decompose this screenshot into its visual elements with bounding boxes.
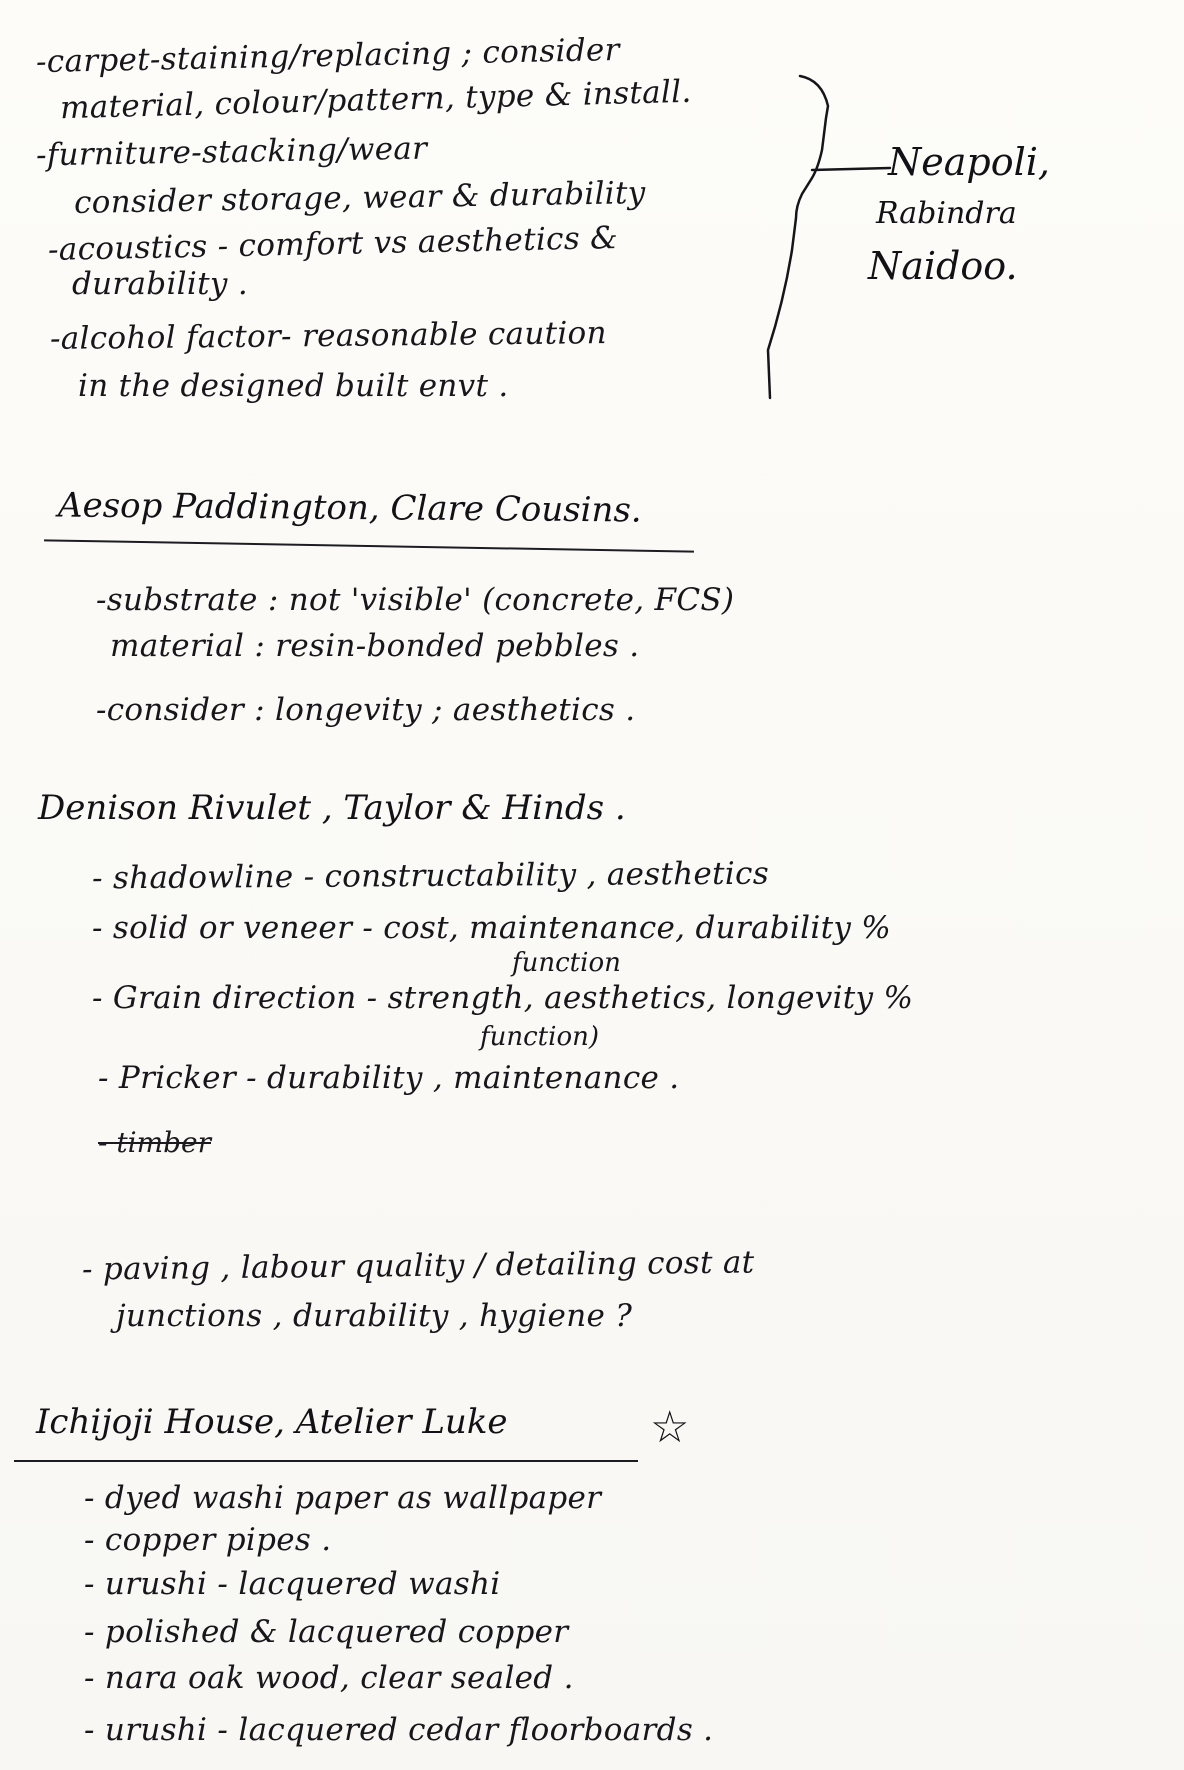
note-line: - solid or veneer - cost, maintenance, durability % <box>92 910 892 946</box>
note-line: - nara oak wood, clear sealed . <box>84 1660 574 1696</box>
note-line: - urushi - lacquered washi <box>84 1566 501 1602</box>
note-line: - copper pipes . <box>84 1522 332 1558</box>
note-line: -furniture-stacking/wear <box>35 130 428 174</box>
note-line: -alcohol factor- reasonable caution <box>49 315 608 357</box>
section-heading-aesop: Aesop Paddington, Clare Cousins. <box>57 485 642 531</box>
note-line: - polished & lacquered copper <box>84 1614 569 1650</box>
note-line: - Grain direction - strength, aesthetics, longevity % <box>92 980 914 1016</box>
note-line: function) <box>480 1022 599 1052</box>
note-line: - shadowline - constructability , aesthetics <box>91 855 770 897</box>
side-name-rabindra: Rabindra <box>876 196 1017 231</box>
note-line: - Pricker - durability , maintenance . <box>98 1060 680 1096</box>
note-line: - paving , labour quality / detailing cost at <box>81 1244 755 1288</box>
note-line: -substrate : not 'visible' (concrete, FCS) <box>96 582 735 618</box>
note-line: - dyed washi paper as wallpaper <box>84 1480 602 1516</box>
note-line: material : resin-bonded pebbles . <box>110 628 640 664</box>
note-line: -carpet-staining/replacing ; consider <box>35 31 621 81</box>
struck-item: - timber <box>98 1126 211 1159</box>
note-line: -acoustics - comfort vs aesthetics & <box>47 220 619 268</box>
note-line: in the designed built envt . <box>78 368 509 404</box>
note-line: function <box>512 948 621 978</box>
note-line: durability . <box>72 266 248 302</box>
note-line: - urushi - lacquered cedar floorboards . <box>84 1712 714 1748</box>
note-line: -consider : longevity ; aesthetics . <box>96 692 636 728</box>
section-heading-ichijoji: Ichijoji House, Atelier Luke <box>36 1402 508 1442</box>
star-icon: ☆ <box>650 1402 690 1453</box>
section-heading-denison: Denison Rivulet , Taylor & Hinds . <box>38 788 626 828</box>
side-name-neapoli: Neapoli, <box>888 140 1050 184</box>
side-name-naidoo: Naidoo. <box>868 244 1018 288</box>
note-line: junctions , durability , hygiene ? <box>116 1298 633 1334</box>
note-line: consider storage, wear & durability <box>73 175 646 221</box>
note-line: material, colour/pattern, type & install. <box>59 73 692 127</box>
